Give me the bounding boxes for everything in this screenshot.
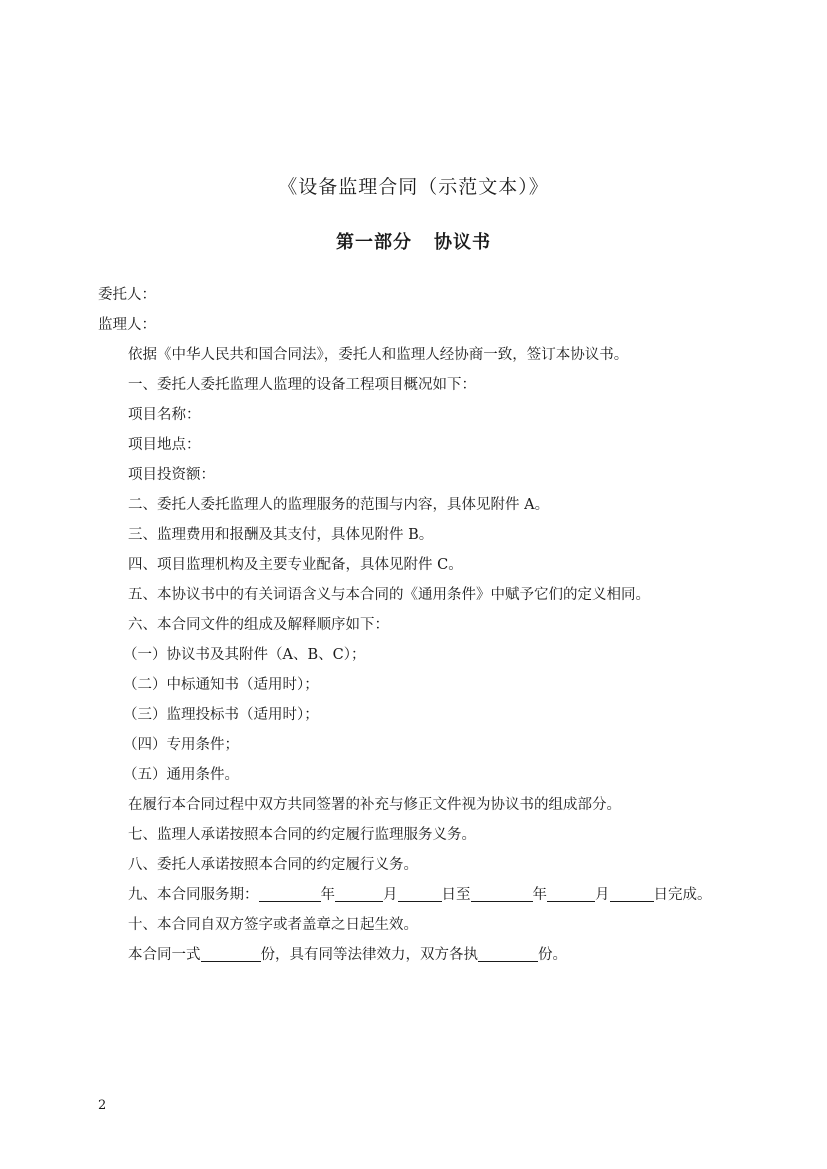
clause-9 [98,880,738,910]
each-party-copies-blank[interactable] [478,945,538,962]
list-item: （四）专用条件； [123,737,239,753]
copies-suffix: 份。 [538,947,567,963]
clause-7: 七、监理人承诺按照本合同的约定履行监理服务义务。 [128,827,476,843]
start-day-blank[interactable] [398,885,442,902]
clause-4: 四、项目监理机构及主要专业配备，具体见附件 C。 [128,557,463,573]
clause-6: 六、本合同文件的组成及解释顺序如下： [128,617,389,633]
total-copies-blank[interactable] [201,945,261,962]
clause-2: 二、委托人委托监理人的监理服务的范围与内容，具体见附件 A。 [128,497,550,513]
list-item: （二）中标通知书（适用时）； [123,677,319,693]
start-month-blank[interactable] [335,885,383,902]
copies-line [98,940,738,970]
supervisor-line: 监理人： [98,317,156,333]
start-year-blank[interactable] [259,885,321,902]
part-title-name: 协议书 [434,232,491,253]
page-number: 2 [98,1098,107,1113]
intro-paragraph: 依据《中华人民共和国合同法》，委托人和监理人经协商一致，签订本协议书。 [128,347,629,363]
clause-1: 一、委托人委托监理人监理的设备工程项目概况如下： [128,377,476,393]
clause-10: 十、本合同自双方签字或者盖章之日起生效。 [128,917,418,933]
list-item: （一）协议书及其附件（A、B、C）； [123,647,366,663]
month-label: 月 [383,887,398,903]
day-end-label: 日完成。 [653,887,712,903]
list-item: （五）通用条件。 [123,767,239,783]
clause-8: 八、委托人承诺按照本合同的约定履行义务。 [128,857,418,873]
project-investment-line: 项目投资额： [128,467,215,483]
supplement-paragraph: 在履行本合同过程中双方共同签署的补充与修正文件视为协议书的组成部分。 [128,797,621,813]
project-location-line: 项目地点： [128,437,201,453]
clause-5: 五、本协议书中的有关词语含义与本合同的《通用条件》中赋予它们的定义相同。 [128,587,650,603]
day-to-label: 日至 [441,887,471,903]
part-title [0,228,827,254]
agreement-body [98,280,738,970]
month-label: 月 [595,887,610,903]
copies-prefix: 本合同一式 [128,947,201,963]
year-label: 年 [320,887,335,903]
client-line: 委托人： [98,287,156,303]
end-day-blank[interactable] [610,885,654,902]
document-title: 《设备监理合同（示范文本）》 [278,176,549,198]
clause-3: 三、监理费用和报酬及其支付，具体见附件 B。 [128,527,434,543]
copies-middle: 份，具有同等法律效力，双方各执 [260,947,478,963]
project-name-line: 项目名称： [128,407,201,423]
service-period-label: 九、本合同服务期： [128,887,259,903]
year-label: 年 [532,887,547,903]
list-item: （三）监理投标书（适用时）； [123,707,319,723]
end-month-blank[interactable] [547,885,595,902]
end-year-blank[interactable] [471,885,533,902]
part-title-number: 第一部分 [336,232,412,253]
